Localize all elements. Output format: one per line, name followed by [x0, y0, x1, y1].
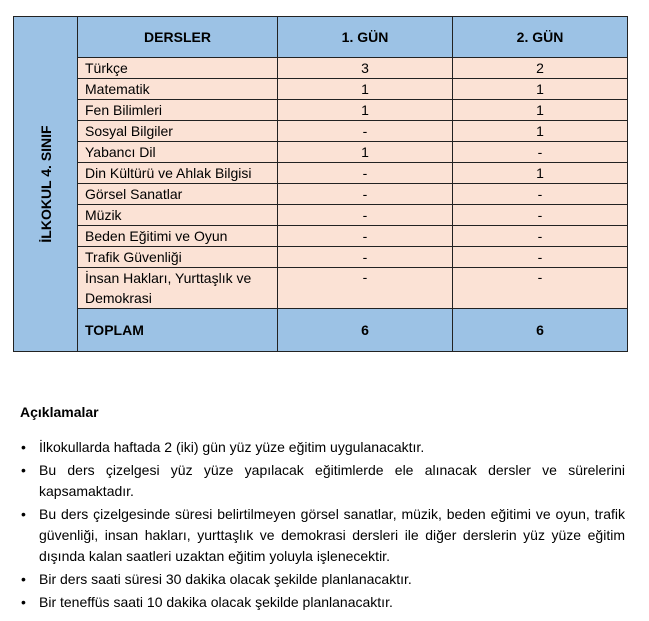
table-row [14, 247, 628, 268]
total-row [14, 309, 628, 352]
note-text: Bir teneffüs saati 10 dakika olacak şekilde planlanacaktır. [39, 594, 393, 610]
list-item [20, 504, 625, 567]
list-item [20, 592, 625, 613]
note-text: Bu ders çizelgesi yüz yüze yapılacak eğitimlerde ele alınacak dersler ve sürelerini kapsamaktadır. [39, 462, 625, 499]
table-row [14, 226, 628, 247]
course-name: Türkçe [78, 58, 278, 79]
day2-hours: - [453, 247, 628, 268]
day1-hours: - [278, 226, 453, 247]
header-dersler: DERSLER [78, 17, 278, 58]
day1-hours: - [278, 205, 453, 226]
bullet-icon: • [21, 594, 26, 610]
day1-hours: - [278, 247, 453, 268]
table-row [14, 142, 628, 163]
table-row [14, 79, 628, 100]
table-row [14, 163, 628, 184]
course-name: Müzik [78, 205, 278, 226]
table-row [14, 100, 628, 121]
table-header-row [14, 17, 628, 58]
grade-side-label: İLKOKUL 4. SINIF [37, 125, 54, 243]
course-name: Din Kültürü ve Ahlak Bilgisi [78, 163, 278, 184]
notes-list [20, 437, 625, 615]
note-text: Bir ders saati süresi 30 dakika olacak şekilde planlanacaktır. [39, 571, 412, 587]
day1-hours: 1 [278, 100, 453, 121]
day2-hours: - [453, 268, 628, 309]
bullet-icon: • [21, 506, 26, 522]
total-day1: 6 [278, 309, 453, 352]
course-name: Yabancı Dil [78, 142, 278, 163]
course-name: Trafik Güvenliği [78, 247, 278, 268]
day2-hours: 1 [453, 121, 628, 142]
day2-hours: 2 [453, 58, 628, 79]
day1-hours: - [278, 163, 453, 184]
day1-hours: 1 [278, 79, 453, 100]
total-day2: 6 [453, 309, 628, 352]
table-row [14, 205, 628, 226]
course-name: Görsel Sanatlar [78, 184, 278, 205]
course-name: Matematik [78, 79, 278, 100]
course-name: Fen Bilimleri [78, 100, 278, 121]
day2-hours: 1 [453, 79, 628, 100]
header-day1: 1. GÜN [278, 17, 453, 58]
list-item [20, 569, 625, 590]
table-row [14, 58, 628, 79]
day1-hours: - [278, 268, 453, 309]
note-text: Bu ders çizelgesinde süresi belirtilmeyen görsel sanatlar, müzik, beden eğitimi ve oyun, trafik güvenliği, insan hakları, yurttaşlık ve demokrasi dersleri ile diğer derslerin yüz yüze eğitim dışında kalan saatleri uzaktan eğitim yoluyla işlenecektir. [39, 506, 625, 564]
total-label: TOPLAM [78, 309, 278, 352]
day2-hours: - [453, 226, 628, 247]
day2-hours: - [453, 184, 628, 205]
bullet-icon: • [21, 462, 26, 478]
course-name: İnsan Hakları, Yurttaşlık ve Demokrasi [78, 268, 278, 309]
list-item [20, 437, 625, 458]
table-row [14, 121, 628, 142]
table-row [14, 184, 628, 205]
day2-hours: - [453, 142, 628, 163]
table-row [14, 268, 628, 309]
day2-hours: 1 [453, 163, 628, 184]
header-day2: 2. GÜN [453, 17, 628, 58]
note-text: İlkokullarda haftada 2 (iki) gün yüz yüze eğitim uygulanacaktır. [39, 439, 425, 455]
bullet-icon: • [21, 439, 26, 455]
grade-side-label-cell [14, 17, 78, 352]
schedule-table [13, 16, 628, 352]
day1-hours: - [278, 121, 453, 142]
day1-hours: 1 [278, 142, 453, 163]
notes-title: Açıklamalar [20, 404, 99, 420]
course-name: Beden Eğitimi ve Oyun [78, 226, 278, 247]
day1-hours: 3 [278, 58, 453, 79]
day2-hours: - [453, 205, 628, 226]
day1-hours: - [278, 184, 453, 205]
course-name: Sosyal Bilgiler [78, 121, 278, 142]
list-item [20, 460, 625, 502]
bullet-icon: • [21, 571, 26, 587]
day2-hours: 1 [453, 100, 628, 121]
